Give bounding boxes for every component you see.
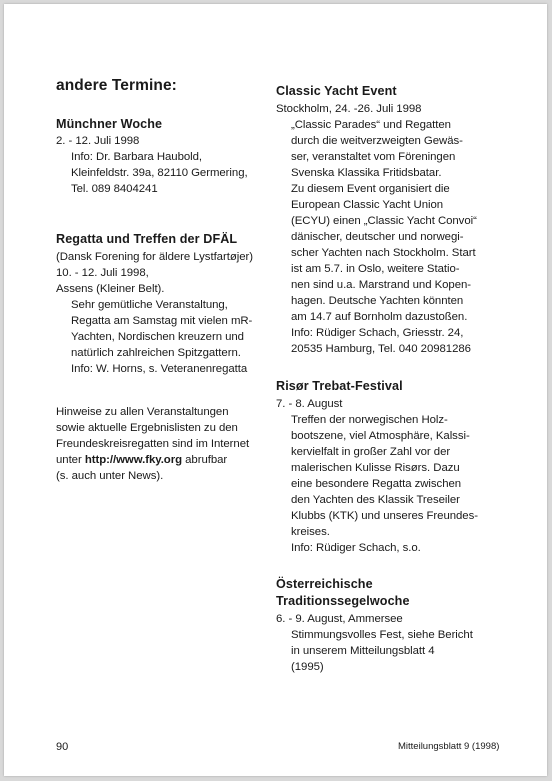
section-title-oesterreich-1: Österreichische	[276, 577, 373, 591]
muenchner-date: 2. - 12. Juli 1998	[56, 135, 140, 147]
hinweis-line-1: Hinweise zu allen Veranstaltungen	[56, 406, 229, 418]
classic-line-13: hagen. Deutsche Yachten könnten	[291, 295, 464, 307]
hinweis-url-line	[56, 452, 227, 468]
hinweis-line-2: sowie aktuelle Ergebnislisten zu den	[56, 422, 238, 434]
muenchner-address: Kleinfeldstr. 39a, 82110 Germering,	[71, 167, 248, 179]
classic-line-4: ser, veranstaltet vom Föreningen	[291, 151, 456, 163]
classic-line-11: ist am 5.7. in Oslo, weitere Statio-	[291, 263, 460, 275]
fky-url-link[interactable]: http://www.fky.org	[84, 454, 183, 466]
oesterreich-line-1: 6. - 9. August, Ammersee	[276, 613, 403, 625]
hinweis-last: (s. auch unter News).	[56, 470, 164, 482]
classic-line-10: scher Yachten nach Stockholm. Start	[291, 247, 476, 259]
dfael-line-4: Sehr gemütliche Veranstaltung,	[71, 299, 228, 311]
hinweis-url-prefix: unter	[56, 454, 85, 466]
section-title-muenchner-woche: Münchner Woche	[56, 117, 163, 131]
risor-line-4: kervielfalt in großer Zahl vor der	[291, 446, 451, 458]
section-title-classic-yacht: Classic Yacht Event	[276, 84, 397, 98]
oesterreich-line-3: in unserem Mitteilungsblatt 4	[291, 645, 435, 657]
classic-line-9: dänischer, deutscher und norwegi-	[291, 231, 464, 243]
dfael-line-2: 10. - 12. Juli 1998,	[56, 267, 149, 279]
dfael-line-8: Info: W. Horns, s. Veteranenregatta	[71, 363, 248, 375]
risor-line-1: 7. - 8. August	[276, 398, 343, 410]
dfael-line-6: Yachten, Nordischen kreuzern und	[71, 331, 244, 343]
section-title-oesterreich-2: Traditionssegelwoche	[276, 594, 410, 608]
main-heading: andere Termine:	[56, 77, 177, 94]
document-page	[4, 4, 547, 776]
classic-line-15: Info: Rüdiger Schach, Griesstr. 24,	[291, 327, 464, 339]
hinweis-url-suffix: abrufbar	[182, 454, 228, 466]
section-title-dfael: Regatta und Treffen der DFÄL	[56, 232, 238, 246]
classic-line-14: am 14.7 auf Bornholm dazustoßen.	[291, 311, 468, 323]
oesterreich-line-2: Stimmungsvolles Fest, siehe Bericht	[291, 629, 473, 641]
muenchner-phone: Tel. 089 8404241	[71, 183, 158, 195]
hinweis-line-3: Freundeskreisregatten sind im Internet	[56, 438, 250, 450]
dfael-line-1: (Dansk Forening for äldere Lystfartøjer)	[56, 251, 253, 263]
section-title-risor: Risør Trebat-Festival	[276, 379, 403, 393]
risor-line-5: malerischen Kulisse Risørs. Dazu	[291, 462, 460, 474]
risor-line-10: Info: Rüdiger Schach, s.o.	[291, 542, 421, 554]
classic-line-5: Svenska Klassika Fritidsbatar.	[291, 167, 442, 179]
classic-line-12: nen sind u.a. Marstrand und Kopen-	[291, 279, 472, 291]
classic-line-8: (ECYU) einen „Classic Yacht Convoi“	[291, 215, 477, 227]
dfael-line-5: Regatta am Samstag mit vielen mR-	[71, 315, 253, 327]
muenchner-info: Info: Dr. Barbara Haubold,	[71, 151, 203, 163]
classic-line-1: Stockholm, 24. -26. Juli 1998	[276, 103, 422, 115]
risor-line-8: Klubbs (KTK) und unseres Freundes-	[291, 510, 478, 522]
classic-line-3: durch die weitverzweigten Gewäs-	[291, 135, 463, 147]
classic-line-7: European Classic Yacht Union	[291, 199, 444, 211]
classic-line-2: „Classic Parades“ und Regatten	[291, 119, 451, 131]
risor-line-9: kreises.	[291, 526, 330, 538]
risor-line-2: Treffen der norwegischen Holz-	[291, 414, 448, 426]
risor-line-6: eine besondere Regatta zwischen	[291, 478, 462, 490]
classic-line-6: Zu diesem Event organisiert die	[291, 183, 450, 195]
classic-line-16: 20535 Hamburg, Tel. 040 20981286	[291, 343, 471, 355]
issue-label: Mitteilungsblatt 9 (1998)	[398, 741, 500, 752]
risor-line-7: den Yachten des Klassik Treseiler	[291, 494, 460, 506]
oesterreich-line-4: (1995)	[291, 661, 324, 673]
dfael-line-7: natürlich zahlreichen Spitzgattern.	[71, 347, 241, 359]
dfael-line-3: Assens (Kleiner Belt).	[56, 283, 165, 295]
page-number: 90	[56, 741, 69, 753]
risor-line-3: bootszene, viel Atmosphäre, Kalssi-	[291, 430, 470, 442]
